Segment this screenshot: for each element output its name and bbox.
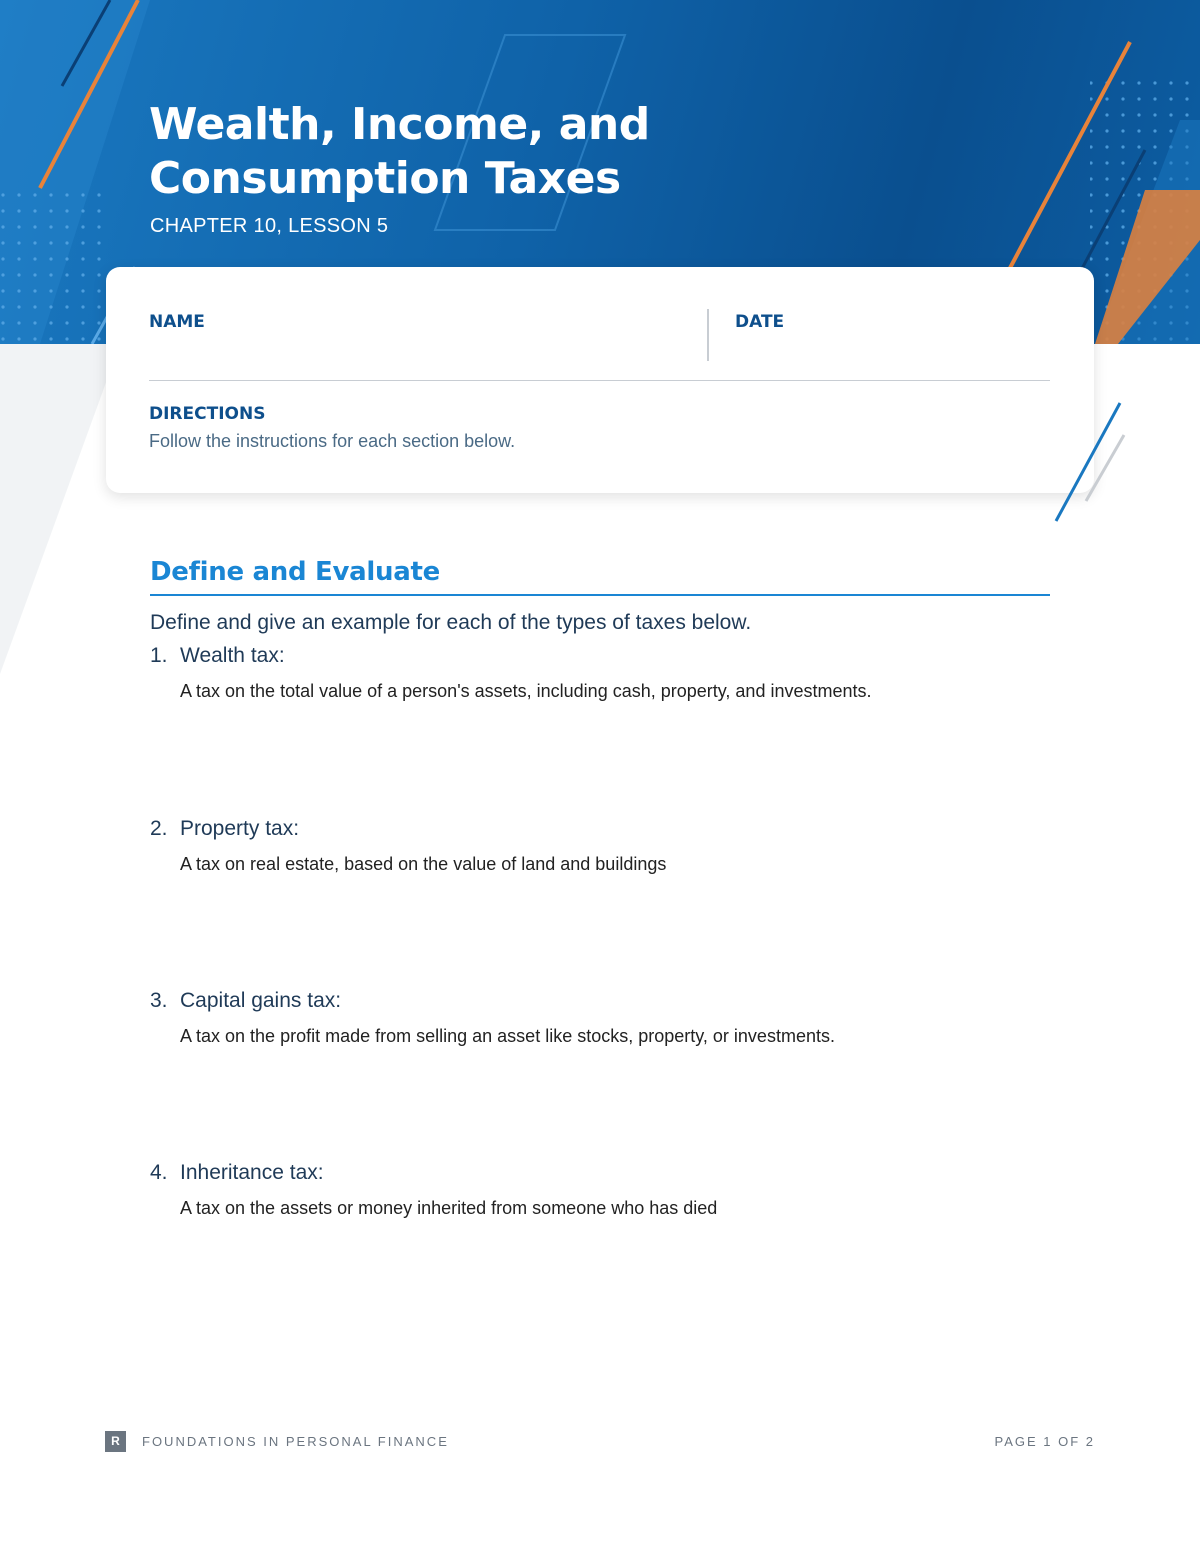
question-answer[interactable]: A tax on the profit made from selling an asset like stocks, property, or investments. <box>180 1026 835 1046</box>
page-number: PAGE 1 OF 2 <box>994 1434 1095 1449</box>
chapter-lesson-subtitle: CHAPTER 10, LESSON 5 <box>150 215 389 237</box>
question-title: Wealth tax: <box>180 644 285 667</box>
question-item <box>150 814 1050 875</box>
question-title: Property tax: <box>180 817 300 840</box>
section-rule <box>150 594 1050 596</box>
question-title: Inheritance tax: <box>180 1161 324 1184</box>
question-number: 3. <box>150 989 168 1012</box>
question-label <box>150 641 1050 671</box>
question-answer[interactable]: A tax on real estate, based on the value of land and buildings <box>180 854 667 874</box>
card-divider <box>149 380 1050 381</box>
question-label <box>150 814 1050 844</box>
question-item <box>150 1158 1050 1219</box>
accent-lines-decoration <box>1040 395 1130 530</box>
question-label <box>150 986 1050 1016</box>
info-card <box>106 267 1094 493</box>
footer-brand: FOUNDATIONS IN PERSONAL FINANCE <box>142 1434 449 1449</box>
question-answer[interactable]: A tax on the total value of a person's assets, including cash, property, and investments. <box>180 681 872 701</box>
directions-text: Follow the instructions for each section below. <box>149 431 516 451</box>
brand-logo-icon: R <box>105 1431 126 1452</box>
background-wedge <box>0 344 1200 1553</box>
question-number: 4. <box>150 1161 168 1184</box>
section-instructions: Define and give an example for each of the types of taxes below. <box>150 611 752 634</box>
question-title: Capital gains tax: <box>180 989 342 1012</box>
question-number: 2. <box>150 817 168 840</box>
name-label: NAME <box>149 312 205 332</box>
section-heading: Define and Evaluate <box>150 557 440 587</box>
question-answer[interactable]: A tax on the assets or money inherited from someone who has died <box>180 1198 718 1218</box>
page-footer <box>105 1431 1095 1453</box>
page-title <box>149 98 650 206</box>
question-number: 1. <box>150 644 168 667</box>
title-line-1: Wealth, Income, and <box>149 99 650 150</box>
directions-label: DIRECTIONS <box>149 404 266 424</box>
date-label: DATE <box>735 312 785 332</box>
question-item <box>150 986 1050 1047</box>
question-item <box>150 641 1050 702</box>
title-line-2: Consumption Taxes <box>149 153 621 204</box>
question-label <box>150 1158 1050 1188</box>
name-date-divider <box>707 309 709 361</box>
